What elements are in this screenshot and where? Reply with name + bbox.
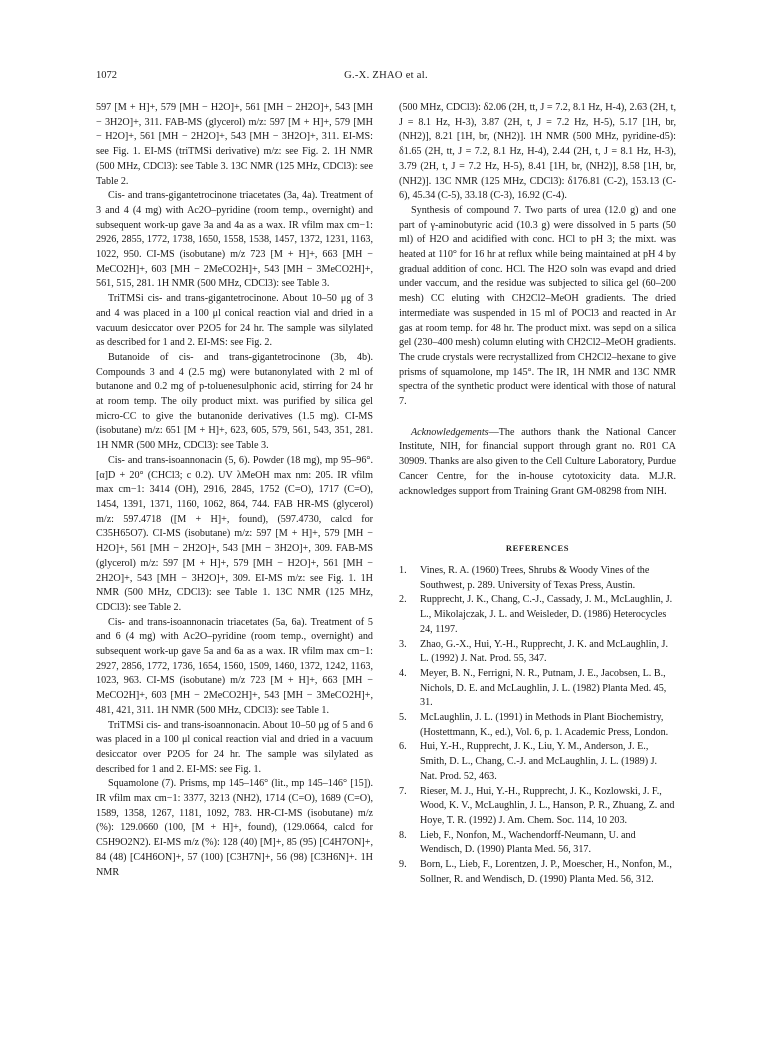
- reference-text: Zhao, G.-X., Hui, Y.-H., Rupprecht, J. K. and McLaughlin, J. L. (1992) J. Nat. Prod. 55, 347.: [420, 638, 669, 665]
- running-head: G.-X. ZHAO et al.: [344, 70, 428, 81]
- reference-item: [399, 858, 676, 887]
- reference-number: 5.: [399, 712, 407, 724]
- acknowledgements-label: Acknowledgements: [411, 426, 489, 438]
- right-column: [399, 101, 676, 887]
- acknowledgements-text: —The authors thank the National Cancer Institute, NIH, for financial support through grant no. R01 CA 30909. Thanks are also given to the Cell Culture Laboratory, Purdue Cancer Centre, for the in-house cytotoxicity data. M.J.R. acknowledges support from Training Grant GM-08298 from NIH.: [399, 426, 676, 497]
- references-heading: REFERENCES: [505, 543, 570, 554]
- reference-text: Rupprecht, J. K., Chang, C.-J., Cassady, J. M., McLaughlin, J. L., Mikolajczak, J. L. and Weisleder, D. (1986) Heterocycles 24, 1197.: [420, 594, 673, 635]
- reference-text: Rieser, M. J., Hui, Y.-H., Rupprecht, J. K., Kozlowski, J. F., Wood, K. V., McLaughlin, J. L., Hanson, P. R., Zhuang, Z. and Hoye, T. R. (1992) J. Am. Chem. Soc. 114, 10 203.: [420, 785, 675, 826]
- paragraph-gigantetrocinone-triacetates: Cis- and trans-gigantetrocinone triacetates (3a, 4a). Treatment of 3 and 4 (4 mg) with Ac2O–pyridine (room temp., overnight) and subsequent work-up gave 3a and 4a as a wax. IR νfilm max cm−1: 2926, 2855, 1772, 1738, 1650, 1558, 1538, 1457, 1372, 1231, 1163, 1022, 950. CI-MS (isobutane) m/z 723 [M + H]+, 663 [MH − MeCO2H]+, 603 [MH − 2MeCO2H]+, 543 [MH − 3MeCO2H]+, 561, 515, 281. 1H NMR (500 MHz, CDCl3): see Table 3.: [96, 190, 373, 290]
- reference-text: Vines, R. A. (1960) Trees, Shrubs & Woody Vines of the Southwest, p. 289. University of Texas Press, Austin.: [420, 564, 650, 591]
- reference-number: 9.: [399, 859, 407, 871]
- paragraph-squamolone: Squamolone (7). Prisms, mp 145–146° (lit., mp 145–146° [15]). IR νfilm max cm−1: 3377, 3213 (NH2), 1714 (C=O), 1689 (C=O), 1589, 1358, 1267, 1181, 1092, 783. HR-CI-MS (isobutane) m/z (%): 129.0660 (100, [M + H]+, found), (129.0664, calcd for C5H9O2N2). EI-MS m/z (%): 128 (40) [M]+, 85 (95) [C4H7ON]+, 84 (48) [C4H6ON]+, 57 (100) [C3H7N]+, 56 (98) [C3H6N]+. 1H NMR: [96, 778, 373, 878]
- paragraph-trimsi-gigantetrocinone: TriTMSi cis- and trans-gigantetrocinone. About 10–50 μg of 3 and 4 was placed in a 100 μl conical reaction vial and dried in a vacuum desiccator over P2O5 for 24 hr. The sample was silylated as described for 1 and 2. EI-MS: see Fig. 2.: [96, 293, 373, 349]
- reference-item: [399, 711, 676, 740]
- reference-text: McLaughlin, J. L. (1991) in Methods in Plant Biochemistry, (Hostettmann, K., ed.), Vol. 6, p. 1. Academic Press, London.: [420, 712, 669, 738]
- reference-number: 2.: [399, 594, 407, 606]
- reference-number: 7.: [399, 785, 407, 797]
- left-column: [96, 101, 373, 880]
- reference-item: [399, 564, 676, 593]
- paragraph-ms-data-cont: 597 [M + H]+, 579 [MH − H2O]+, 561 [MH − 2H2O]+, 543 [MH − 3H2O]+, 311. FAB-MS (glycerol) m/z: 597 [M + H]+, 579 [MH − H2O]+, 561 [MH − 2H2O]+, 543 [MH − 3H2O]+, 311. EI-MS: see Fig. 1. EI-MS (triTMSi derivative) m/z: see Fig. 2. 1H NMR (500 MHz, CDCl3): see Table 3. 13C NMR (125 MHz, CDCl3): see Table 2.: [96, 102, 373, 187]
- reference-number: 8.: [399, 829, 407, 841]
- reference-item: [399, 667, 676, 711]
- reference-text: Meyer, B. N., Ferrigni, N. R., Putnam, J. E., Jacobsen, L. B., Nichols, D. E. and McLaughlin, J. L. (1982) Planta Med. 45, 31.: [420, 667, 667, 709]
- reference-text: Born, L., Lieb, F., Lorentzen, J. P., Moescher, H., Nonfon, M., Sollner, R. and Wendisch, D. (1990) Planta Med. 56, 312.: [420, 859, 672, 885]
- reference-number: 6.: [399, 741, 407, 753]
- reference-item: [399, 785, 676, 829]
- page-number: 1072: [96, 70, 117, 81]
- reference-list: [399, 564, 676, 887]
- paragraph-isoannonacin-triacetates: Cis- and trans-isoannonacin triacetates (5a, 6a). Treatment of 5 and 6 (4 mg) with Ac2O–pyridine (room temp., overnight) and subsequent work-up gave 5a and 6a as a wax. IR νfilm max cm−1: 2927, 2856, 1772, 1736, 1654, 1560, 1509, 1460, 1372, 1242, 1163, 1023, 963. CI-MS (isobutane) m/z 723 [M + H]+, 663 [MH − MeCO2H]+, 603 [MH − 2MeCO2H]+, 543 [MH − 3MeCO2H]+, 481, 421, 311. 1H NMR (500 MHz, CDCl3): see Table 1.: [96, 616, 373, 716]
- reference-item: [399, 740, 676, 784]
- reference-item: [399, 593, 676, 637]
- paragraph-butanonide: Butanoide of cis- and trans-gigantetrocinone (3b, 4b). Compounds 3 and 4 (2.5 mg) were butanonylated with 2 ml of butanone and 0.2 mg of p-toluenesulphonic acid, stirring for 24 hr at room temp. The oily product mixt. was purified by silica gel micro-CC to give the butanonide derivatives (1.5 mg). CI-MS (isobutane) m/z: 651 [M + H]+, 623, 605, 579, 561, 543, 351, 281. 1H NMR (500 MHz, CDCl3): see Table 3.: [96, 351, 373, 452]
- reference-item: [399, 638, 676, 667]
- page-header: [96, 70, 676, 86]
- paragraph-synthesis: Synthesis of compound 7. Two parts of urea (12.0 g) and one part of γ-aminobutyric acid (10.3 g) were dissolved in 5 parts (50 ml) of H2O and acidified with conc. HCl to pH 3; the mixt. was heated at 110° for 16 hr at reflux while being maintained at pH 4 by gradual addition of conc. HCl. The H2O soln was evapd and dried under vaccum, and the residue was subjected to silica gel (60–200 mesh) CC eluting with CH2Cl2–MeOH gradients. The dried intermediate was suspended in 15 ml of POCl3 and reacted in Ar gas at room temp. for 48 hr. The product mixt. was sepd on a silica gel (230–400 mesh) column eluting with CH2Cl2–MeOH gradients. The crude crystals were recrystallized from CH2Cl2–hexane to give prisms of squamolone, mp 145°. The IR, 1H NMR and 13C NMR spectra of the synthetic product were identical with those of natural 7.: [399, 204, 676, 408]
- reference-number: 3.: [399, 638, 407, 650]
- reference-item: [399, 829, 676, 858]
- paragraph-isoannonacin: Cis- and trans-isoannonacin (5, 6). Powder (18 mg), mp 95–96°. [α]D + 20° (CHCl3; c 0.2). UV λMeOH max nm: 205. IR νfilm max cm−1: 3414 (OH), 2916, 2845, 1752 (C=O), 1717 (C=O), 1454, 1391, 1371, 1160, 1062, 864, 744. FAB HR-MS (glycerol) m/z: 597.4718 ([M + H]+, found), (597.4730, calcd for C35H65O7). CI-MS (isobutane) m/z: 597 [M + H]+, 579 [MH − H2O]+, 561 [MH − 2H2O]+, 543 [MH − 3H2O]+, 309. FAB-MS (glycerol) m/z: 597 [M + H]+, 579 [MH − H2O]+, 561 [MH − 2H2O]+, 543 [MH − 3H2O]+, 309. EI-MS m/z: see Fig. 1. 1H NMR (500 MHz, CDCl3): see Table 1. 13C NMR (125 MHz, CDCl3): see Table 2.: [96, 454, 373, 613]
- reference-number: 4.: [399, 667, 407, 679]
- paragraph-trimsi-isoannonacin: TriTMSi cis- and trans-isoannonacin. About 10–50 μg of 5 and 6 was placed in a 100 μl conical reaction vial and dried in a vacuum desiccator over P2O5 for 24 hr. The sample was silylated as described for 1 and 2. EI-MS: see Fig. 1.: [96, 719, 373, 775]
- reference-number: 1.: [399, 564, 407, 576]
- paragraph-nmr-cont: (500 MHz, CDCl3): δ2.06 (2H, tt, J = 7.2, 8.1 Hz, H-4), 2.63 (2H, t, J = 8.1 Hz, H-3), 3.87 (2H, t, J = 7.2 Hz, H-5), 5.17 [1H, br, (NH2)], 8.21 [1H, br, (NH2)]. 1H NMR (500 MHz, pyridine-d5): δ1.65 (2H, tt, J = 7.2, 8.1 Hz, H-4), 2.44 (2H, t, J = 8.1 Hz, H-3), 3.79 (2H, t, J = 7.2 Hz, H-5), 8.41 [1H, br, (NH2)], 8.58 [1H, br, (NH2)]. 13C NMR (125 MHz, CDCl3): δ176.81 (C-2), 153.13 (C-6), 45.34 (C-5), 33.18 (C-3), 16.92 (C-4).: [399, 102, 676, 202]
- reference-text: Lieb, F., Nonfon, M., Wachendorff-Neumann, U. and Wendisch, D. (1990) Planta Med. 56, 317.: [420, 829, 636, 856]
- reference-text: Hui, Y.-H., Rupprecht, J. K., Liu, Y. M., Anderson, J. E., Smith, D. L., Chang, C.-J. and McLaughlin, J. L. (1989) J. Nat. Prod. 52, 463.: [420, 741, 658, 782]
- acknowledgements: [399, 426, 676, 500]
